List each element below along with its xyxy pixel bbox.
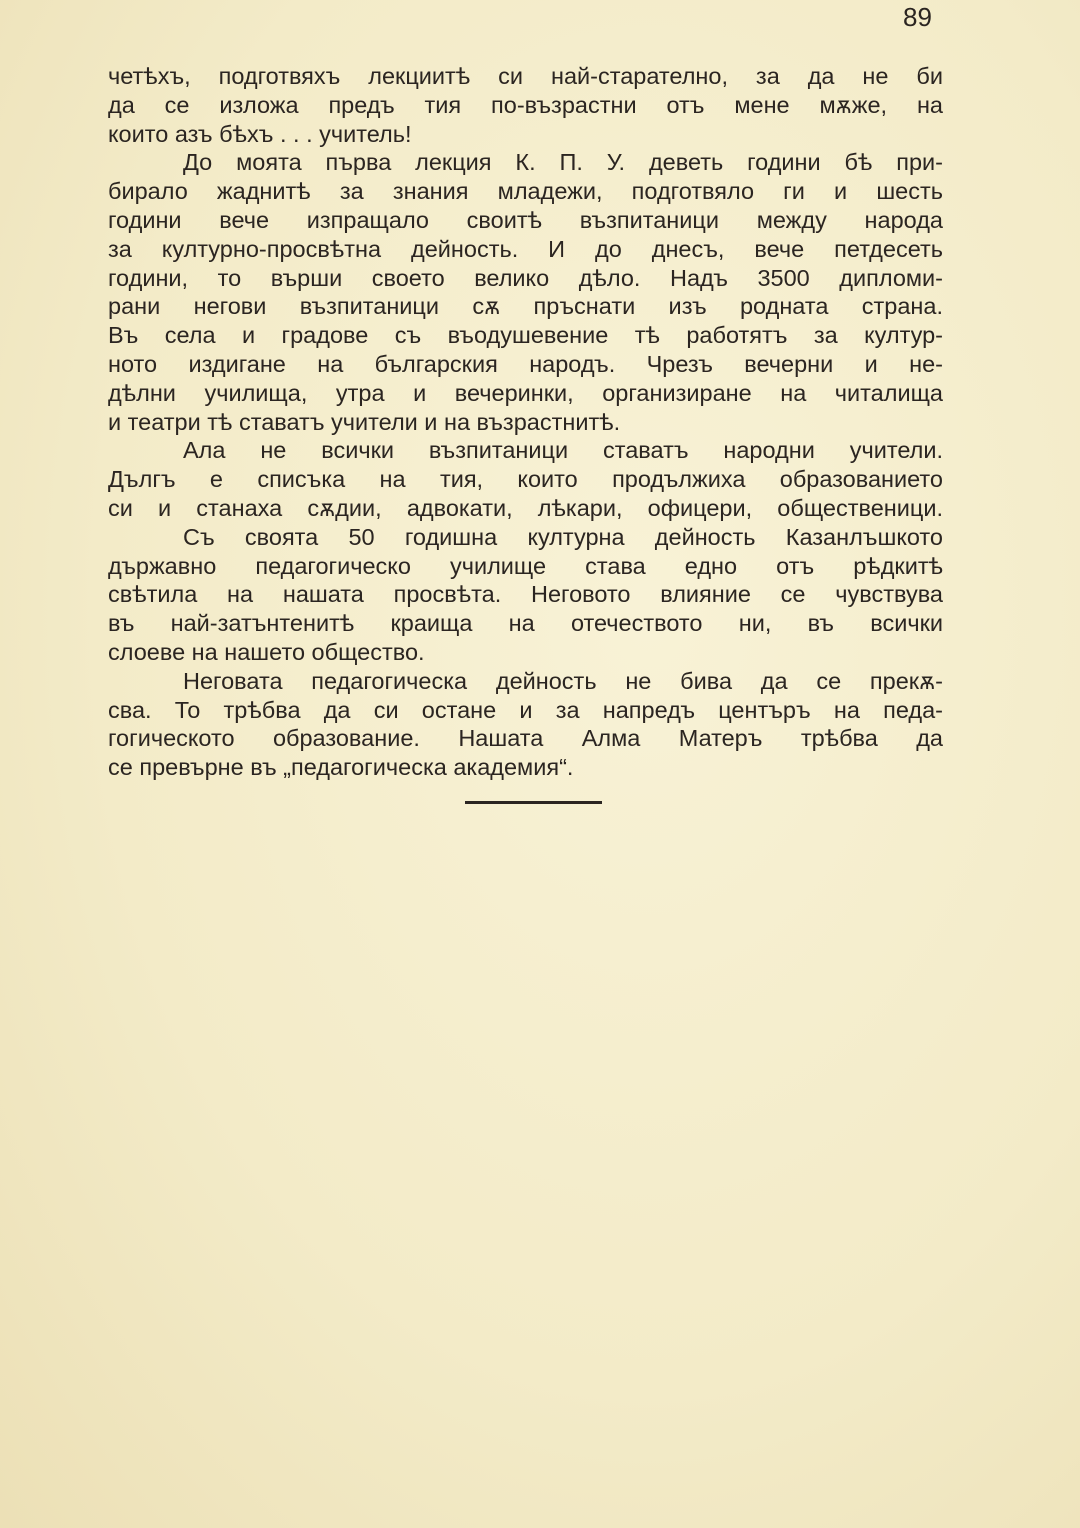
text-line: години, то върши своето велико дѣло. Надъ 3500 дипломи- [108, 264, 943, 291]
text-line: въ най-затънтенитѣ краища на отечеството ни, въ всички [108, 610, 943, 637]
text-line: свѣтила на нашата просвѣта. Неговото влияние се чувствува [108, 581, 943, 608]
text-line: години вече изпращало своитѣ възпитаници между народа [108, 206, 943, 233]
text-line: сва. То трѣбва да си остане и за напредъ центъръ на педа- [108, 696, 943, 723]
end-divider [465, 801, 602, 804]
text-line: си и станаха сѫдии, адвокати, лѣкари, офицери, общественици. [108, 494, 943, 521]
text-line: гогическото образование. Нашата Алма Матеръ трѣбва да [108, 725, 943, 752]
body-text [108, 62, 943, 782]
text-line: Ала не всички възпитаници ставатъ народни учители. [183, 437, 943, 464]
paragraph [108, 62, 943, 148]
paragraph [108, 436, 943, 522]
text-line: които азъ бѣхъ . . . учитель! [108, 120, 412, 147]
text-line: слоеве на нашето общество. [108, 638, 425, 665]
text-line: четѣхъ, подготвяхъ лекциитѣ си най-старателно, за да не би [108, 63, 943, 89]
paragraph [108, 667, 943, 782]
text-line: да се изложа предъ тия по-възрастни отъ мене мѫже, на [108, 91, 943, 118]
text-line: за културно-просвѣтна дейность. И до днесъ, вече петдесеть [108, 235, 943, 262]
text-line: ното издигане на българския народъ. Чрезъ вечерни и не- [108, 350, 943, 377]
text-line: държавно педагогическо училище става едно отъ рѣдкитѣ [108, 552, 943, 579]
text-line: рани негови възпитаници сѫ пръснати изъ родната страна. [108, 293, 943, 320]
paragraph [108, 148, 943, 436]
text-line: Въ села и градове съ въодушевение тѣ работятъ за култур- [108, 322, 943, 349]
text-line: се превърне въ „педагогическа академия“. [108, 754, 574, 781]
text-line: Дългъ е списъка на тия, които продължиха образованието [108, 466, 943, 493]
paragraph [108, 523, 943, 667]
page-number: 89 [903, 2, 932, 32]
text-line: дѣлни училища, утра и вечеринки, организиране на читалища [108, 379, 943, 406]
text-line: и театри тѣ ставатъ учители и на възрастнитѣ. [108, 408, 621, 435]
text-line: Неговата педагогическа дейность не бива да се прекѫ- [183, 667, 943, 694]
text-line: До моята първа лекция К. П. У. деветь години бѣ при- [183, 149, 943, 176]
text-line: бирало жаднитѣ за знания младежи, подготвяло ги и шесть [108, 178, 943, 205]
text-line: Съ своята 50 годишна културна дейность Казанлъшкото [183, 523, 943, 550]
